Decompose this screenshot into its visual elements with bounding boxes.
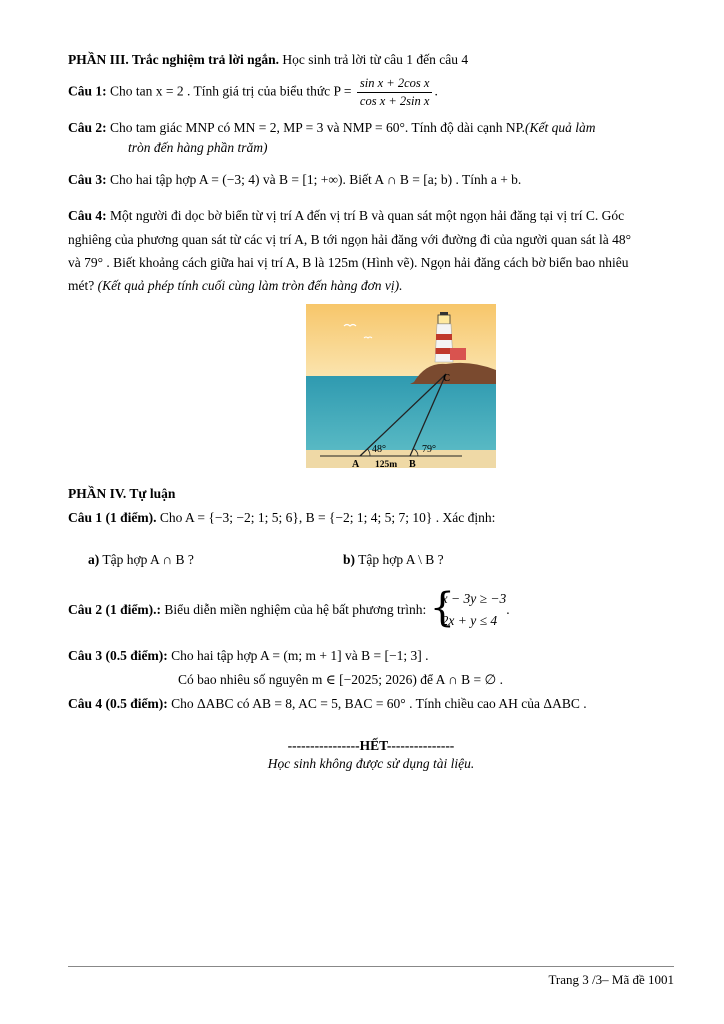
p4-q1-a-label: a) xyxy=(88,552,100,567)
label-b: B xyxy=(409,459,416,468)
part3-heading-line xyxy=(68,52,468,68)
page-footer: Trang 3 /3– Mã đề 1001 xyxy=(548,972,674,987)
q4-text-1: Một người đi dọc bờ biển từ vị trí A đến vị trí B và quan sát một ngọn hải đăng tại vị trí C. Góc xyxy=(106,208,625,223)
beach xyxy=(306,450,496,468)
sea xyxy=(306,376,496,450)
label-c: C xyxy=(443,373,451,384)
lighthouse-stripe-2 xyxy=(436,348,453,354)
p4-q2-tail: . xyxy=(506,602,510,617)
p4-q1-a-text: Tập hợp A ∩ B ? xyxy=(99,552,194,567)
ineq-1: x − 3y ≥ −3 xyxy=(441,591,507,606)
part4-heading: PHẦN IV. Tự luận xyxy=(68,486,176,501)
p4-q3-text: Cho hai tập hợp A = (m; m + 1] và B = [−1; 3] . xyxy=(167,648,429,663)
q1-fraction xyxy=(357,76,433,109)
end-note: Học sinh không được sử dụng tài liệu. xyxy=(267,756,475,771)
p4-q1-b-label: b) xyxy=(343,552,356,567)
p4-q2-text: Biểu diễn miền nghiệm của hệ bất phương trình: xyxy=(161,602,427,617)
p4-q3-line xyxy=(68,648,428,664)
q4-line4 xyxy=(68,278,403,294)
q4-line2: nghiêng của phương quan sát từ các vị trí A, B tới ngọn hải đăng với đường đi của người quan sát là 48° xyxy=(68,232,632,247)
p4-q1-b xyxy=(343,552,444,568)
q4-line1 xyxy=(68,208,624,224)
p4-q3-line2: Có bao nhiêu số nguyên m ∈ [−2025; 2026) để A ∩ B = ∅ . xyxy=(178,672,503,687)
q1-line xyxy=(68,76,438,109)
p4-q1-label: Câu 1 (1 điểm). xyxy=(68,510,157,525)
p4-q3-label: Câu 3 (0.5 điểm): xyxy=(68,648,168,663)
inequality-system xyxy=(429,585,510,632)
q2-label: Câu 2: xyxy=(68,120,107,135)
q1-text: Cho tan x = 2 . Tính giá trị của biểu thức P = xyxy=(106,83,352,99)
ineq-2: 2x + y ≤ 4 xyxy=(441,613,498,628)
p4-q1-a xyxy=(88,552,194,568)
q2-line xyxy=(68,120,596,136)
distance-label: 125m xyxy=(375,460,398,468)
lighthouse-stripe-1 xyxy=(436,334,452,340)
lighthouse-top xyxy=(440,312,448,315)
p4-q4-label: Câu 4 (0.5 điểm): xyxy=(68,696,168,711)
q1-tail: . xyxy=(434,83,438,99)
q3-text: Cho hai tập hợp A = (−3; 4) và B = [1; +∞). Biết A ∩ B = [a; b) . Tính a + b. xyxy=(106,172,522,187)
q2-note: (Kết quả làm xyxy=(525,120,596,135)
p4-q1-b-text: Tập hợp A \ B ? xyxy=(355,552,444,567)
lighthouse-house xyxy=(450,348,466,360)
angle-b-label: 79° xyxy=(422,444,436,455)
footer-divider xyxy=(68,966,674,967)
q1-label: Câu 1: xyxy=(68,83,107,99)
lighthouse-lamp xyxy=(438,315,450,324)
q2-text: Cho tam giác MNP có MN = 2, MP = 3 và NMP = 60°. Tính độ dài cạnh NP. xyxy=(106,120,525,135)
p4-q2-label: Câu 2 (1 điểm).: xyxy=(68,602,161,617)
q3-label: Câu 3: xyxy=(68,172,107,187)
angle-a-label: 48° xyxy=(372,444,386,455)
q4-label: Câu 4: xyxy=(68,208,107,223)
p4-q4-line xyxy=(68,696,587,712)
q4-text-4: mét? xyxy=(68,278,95,293)
q4-note: (Kết quả phép tính cuối cùng làm tròn đến hàng đơn vị). xyxy=(94,278,403,293)
q1-denominator: cos x + 2sin x xyxy=(359,94,430,108)
p4-q1-line xyxy=(68,510,495,526)
brace-icon: { xyxy=(429,585,456,631)
q2-note-line2: tròn đến hàng phần trăm) xyxy=(128,140,268,155)
q3-line xyxy=(68,172,521,188)
p4-q2-line xyxy=(68,585,510,632)
p4-q4-text: Cho ΔABC có AB = 8, AC = 5, BAC = 60° . Tính chiều cao AH của ΔABC . xyxy=(167,696,587,711)
label-a: A xyxy=(352,459,360,468)
lighthouse-figure xyxy=(306,304,496,468)
part3-heading: PHẦN III. Trắc nghiệm trả lời ngắn. xyxy=(68,52,279,67)
q4-line3: và 79° . Biết khoảng cách giữa hai vị trí A, B là 125m (Hình vẽ). Ngọn hải đăng cách bờ biển bao nhiêu xyxy=(68,255,629,270)
part3-intro: Học sinh trả lời từ câu 1 đến câu 4 xyxy=(278,52,469,67)
end-marker: ----------------HẾT--------------- xyxy=(287,738,455,753)
p4-q1-text: Cho A = {−3; −2; 1; 5; 6}, B = {−2; 1; 4; 5; 7; 10} . Xác định: xyxy=(156,510,496,525)
q1-numerator: sin x + 2cos x xyxy=(357,76,433,93)
